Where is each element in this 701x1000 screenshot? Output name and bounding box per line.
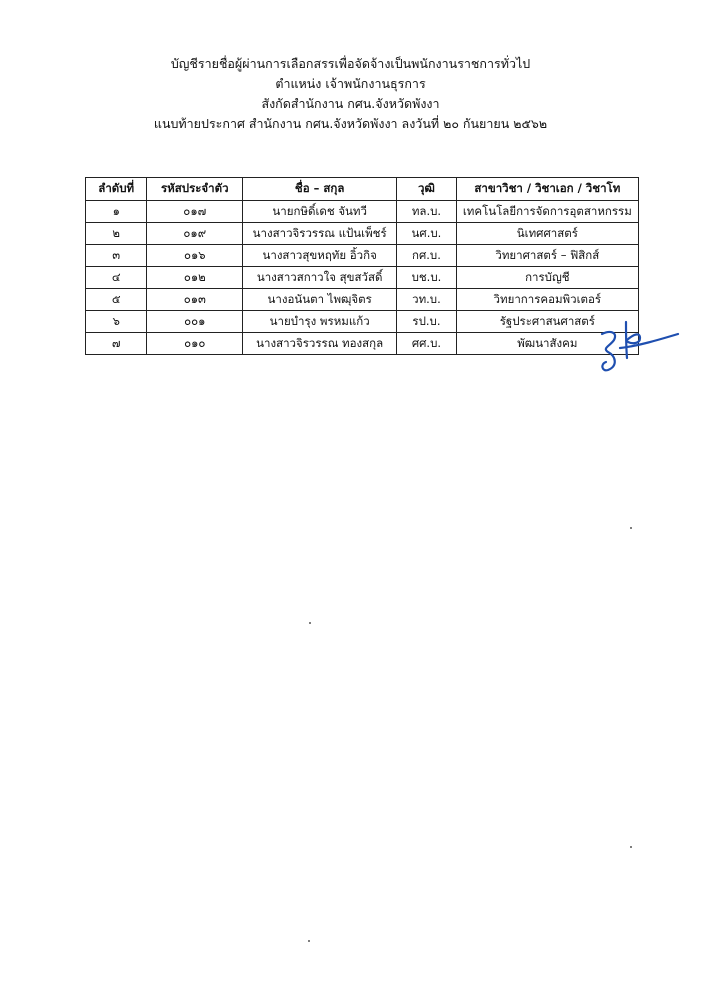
heading-line-office: สังกัดสำนักงาน กศน.จังหวัดพังงา [261,96,440,111]
header-name: ชื่อ – สกุล [243,178,397,201]
cell-code: ๐๑๒ [147,267,243,289]
cell-code: ๐๐๑ [147,311,243,333]
cell-major: การบัญชี [456,267,638,289]
cell-no: ๔ [86,267,147,289]
table-row [86,201,639,223]
cell-no: ๖ [86,311,147,333]
cell-degree: วท.บ. [397,289,456,311]
cell-major: พัฒนาสังคม [456,333,638,355]
scan-speck [630,527,632,529]
cell-name: นางสาวสุขหฤทัย อิ้วกิจ [243,245,397,267]
cell-degree: ศศ.บ. [397,333,456,355]
cell-code: ๐๑๓ [147,289,243,311]
table-header-row [86,178,639,201]
cell-major: รัฐประศาสนศาสตร์ [456,311,638,333]
heading-line-position: ตำแหน่ง เจ้าพนักงานธุรการ [275,76,426,91]
cell-major: วิทยาศาสตร์ – ฟิสิกส์ [456,245,638,267]
candidate-table [85,177,639,355]
cell-no: ๗ [86,333,147,355]
cell-name: นางอนันตา ไพฒุจิตร [243,289,397,311]
cell-no: ๕ [86,289,147,311]
cell-name: นางสาวจิรวรรณ แป้นเพ็ชร์ [243,223,397,245]
cell-no: ๑ [86,201,147,223]
heading-line-title: บัญชีรายชื่อผู้ผ่านการเลือกสรรเพื่อจัดจ้างเป็นพนักงานราชการทั่วไป [170,56,531,71]
cell-name: นางสาวจิรวรรณ ทองสกุล [243,333,397,355]
cell-degree: กศ.บ. [397,245,456,267]
scan-speck [630,846,632,848]
cell-code: ๐๑๗ [147,201,243,223]
heading-line-announcement: แนบท้ายประกาศ สำนักงาน กศน.จังหวัดพังงา ลงวันที่ ๒๐ กันยายน ๒๕๖๒ [153,116,548,131]
document-heading [0,54,701,134]
header-code: รหัสประจำตัว [147,178,243,201]
table-row [86,267,639,289]
table-row [86,223,639,245]
handwritten-initials-signature-icon [596,318,686,380]
cell-major: นิเทศศาสตร์ [456,223,638,245]
cell-name: นายกษิดิ์เดช จันทวี [243,201,397,223]
cell-degree: นศ.บ. [397,223,456,245]
cell-degree: บช.บ. [397,267,456,289]
scan-speck [309,622,311,624]
cell-code: ๐๑๐ [147,333,243,355]
cell-major: วิทยาการคอมพิวเตอร์ [456,289,638,311]
table-row [86,245,639,267]
table-row [86,311,639,333]
table-row [86,333,639,355]
cell-degree: รป.บ. [397,311,456,333]
cell-name: นายบำรุง พรหมแก้ว [243,311,397,333]
cell-code: ๐๑๖ [147,245,243,267]
header-no: ลำดับที่ [86,178,147,201]
scan-speck [308,940,310,942]
cell-major: เทคโนโลยีการจัดการอุตสาหกรรม [456,201,638,223]
cell-name: นางสาวสกาวใจ สุขสวัสดิ์ [243,267,397,289]
table-row [86,289,639,311]
header-degree: วุฒิ [397,178,456,201]
header-major: สาขาวิชา / วิชาเอก / วิชาโท [456,178,638,201]
cell-no: ๒ [86,223,147,245]
cell-code: ๐๑๙ [147,223,243,245]
cell-degree: ทล.บ. [397,201,456,223]
cell-no: ๓ [86,245,147,267]
